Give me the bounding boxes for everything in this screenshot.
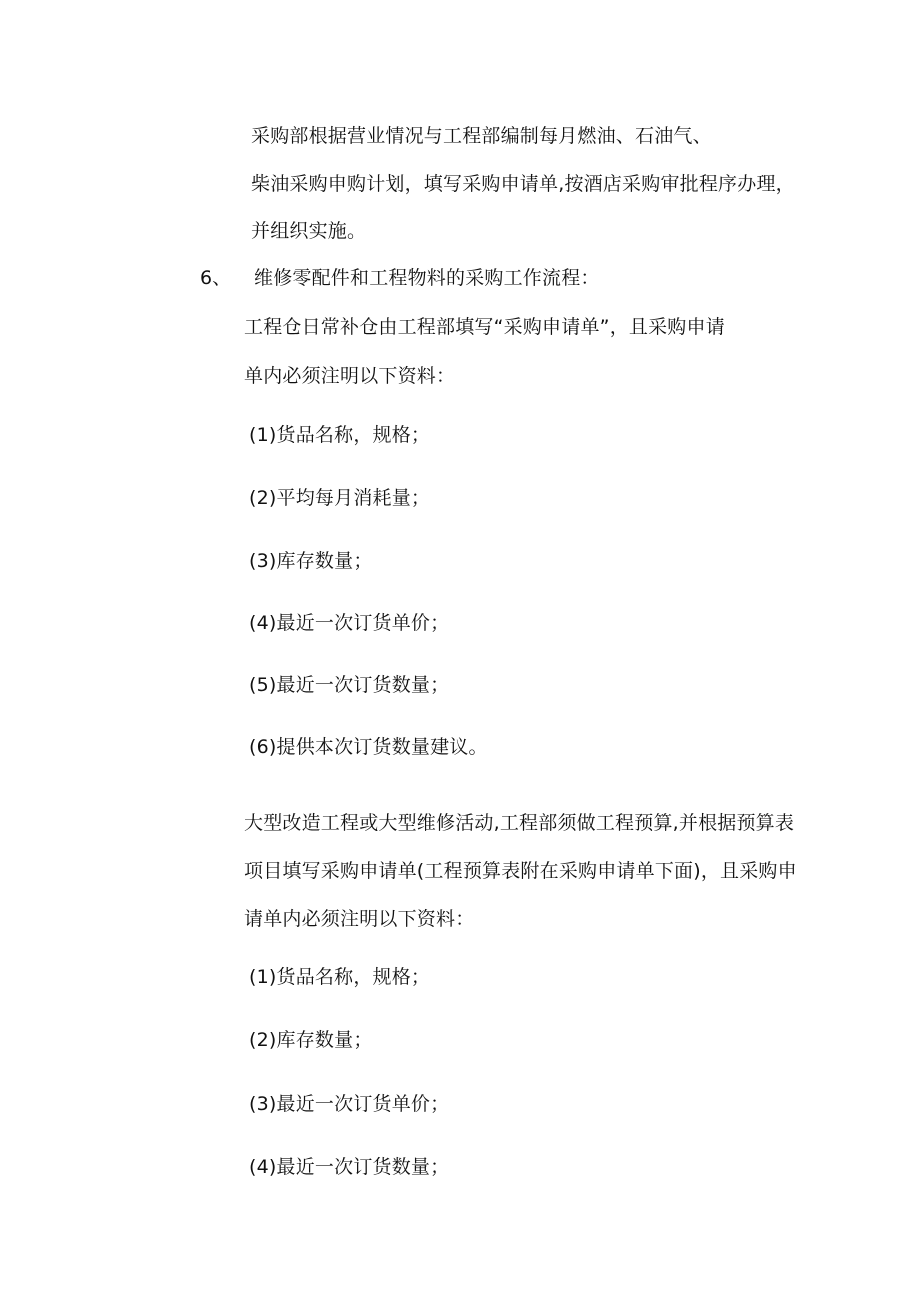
list-item: (5)最近一次订货数量； (249, 674, 450, 696)
list-item: (1)货品名称，规格； (249, 424, 431, 446)
paragraph-line: 请单内必须注明以下资料： (244, 908, 475, 930)
paragraph-line: 并组织实施。 (251, 220, 367, 242)
list-item: (2)平均每月消耗量； (249, 487, 431, 509)
paragraph-line: 采购部根据营业情况与工程部编制每月燃油、石油气、 (251, 125, 712, 147)
paragraph-line: 项目填写采购申请单(工程预算表附在采购申请单下面)，且采购申 (244, 860, 797, 882)
paragraph-line: 单内必须注明以下资料： (244, 365, 456, 387)
section-number: 6、 (200, 267, 232, 289)
list-item: (2)库存数量； (249, 1029, 373, 1051)
section-title: 维修零配件和工程物料的采购工作流程： (254, 267, 600, 289)
paragraph-line: 柴油采购申购计划，填写采购申请单,按酒店采购审批程序办理， (251, 173, 795, 195)
paragraph-line: 大型改造工程或大型维修活动,工程部须做工程预算,并根据预算表 (244, 812, 795, 834)
paragraph-line: 工程仓日常补仓由工程部填写“采购申请单”，且采购申请 (244, 316, 725, 338)
list-item: (4)最近一次订货单价； (249, 612, 450, 634)
list-item: (4)最近一次订货数量； (249, 1156, 450, 1178)
list-item: (1)货品名称，规格； (249, 966, 431, 988)
list-item: (3)库存数量； (249, 550, 373, 572)
list-item: (6)提供本次订货数量建议。 (249, 736, 488, 758)
list-item: (3)最近一次订货单价； (249, 1093, 450, 1115)
